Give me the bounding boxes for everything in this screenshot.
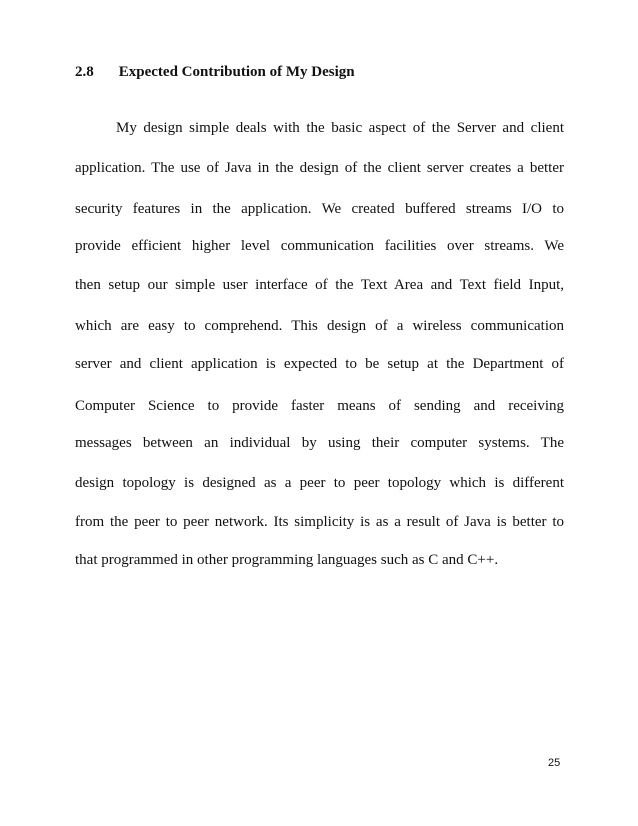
paragraph-line: then setup our simple user interface of the Text Area and Text field Input, — [75, 277, 564, 293]
paragraph-line: provide efficient higher level communication facilities over streams. We — [75, 238, 564, 254]
section-heading — [75, 64, 355, 81]
section-number: 2.8 — [75, 64, 94, 80]
paragraph-line: messages between an individual by using their computer systems. The — [75, 435, 564, 451]
paragraph-line: Computer Science to provide faster means of sending and receiving — [75, 398, 564, 414]
section-title: Expected Contribution of My Design — [118, 64, 355, 80]
paragraph-line: which are easy to comprehend. This design of a wireless communication — [75, 318, 564, 334]
paragraph-line: security features in the application. We created buffered streams I/O to — [75, 201, 564, 217]
paragraph-line: from the peer to peer network. Its simplicity is as a result of Java is better to — [75, 514, 564, 530]
paragraph-line: that programmed in other programming languages such as C and C++. — [75, 552, 499, 568]
paragraph-line: design topology is designed as a peer to peer topology which is different — [75, 475, 564, 491]
paragraph-line: My design simple deals with the basic aspect of the Server and client — [116, 120, 564, 136]
paragraph-line: application. The use of Java in the design of the client server creates a better — [75, 160, 564, 176]
paragraph-line: server and client application is expected to be setup at the Department of — [75, 356, 564, 372]
page-number: 25 — [548, 757, 561, 769]
